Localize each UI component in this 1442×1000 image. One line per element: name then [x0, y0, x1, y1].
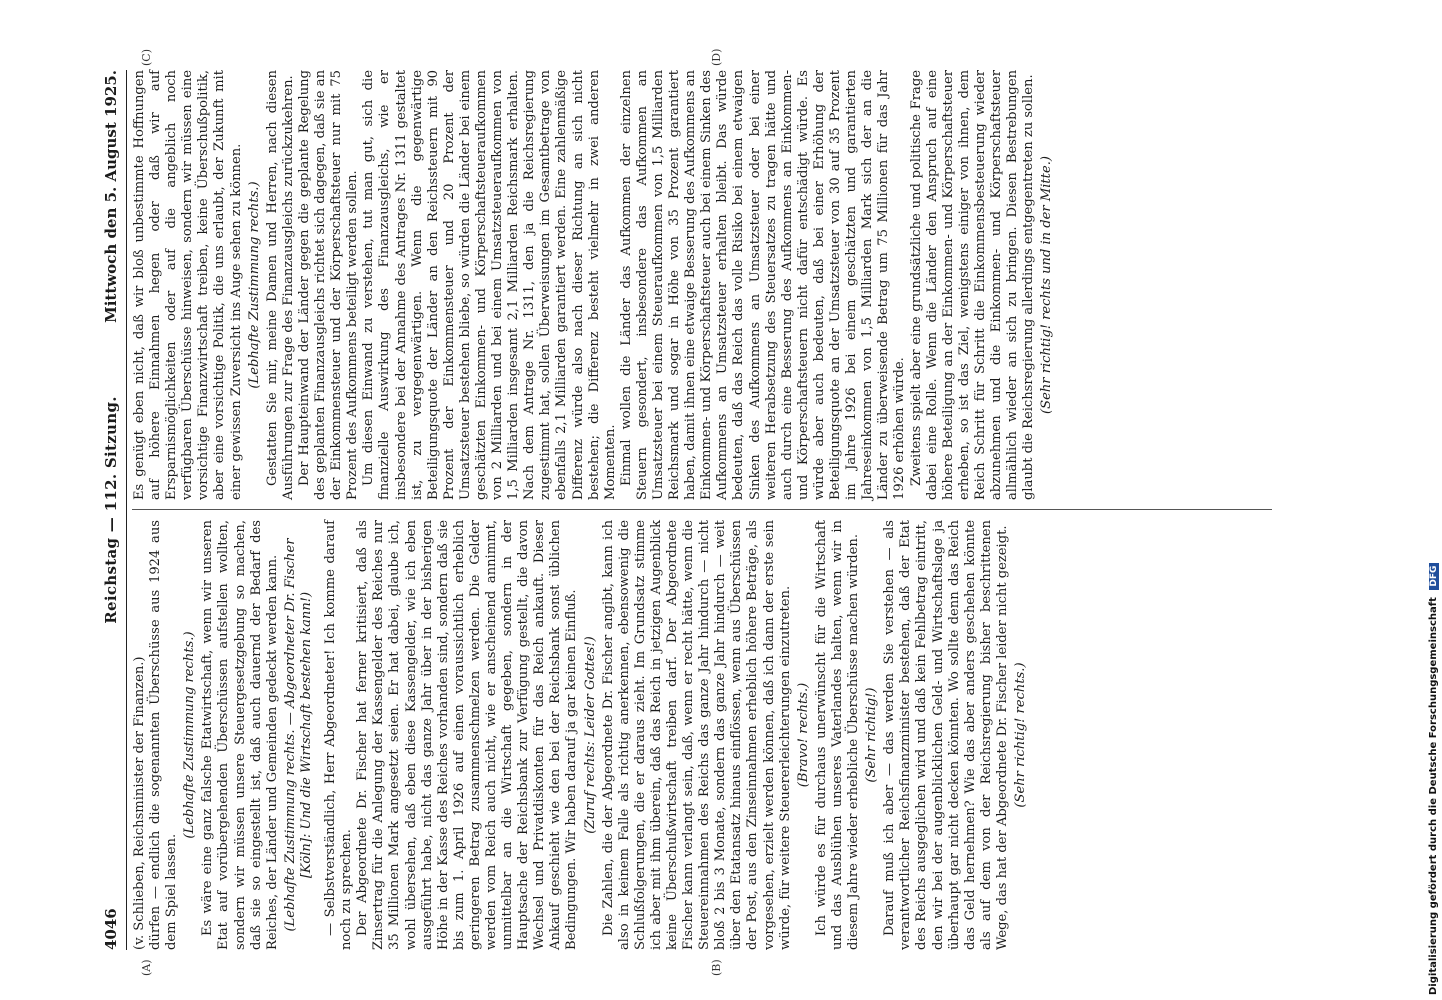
page-number: 4046: [102, 908, 120, 950]
paragraph: Der Abgeordnete Dr. Fischer hat ferner kritisiert, daß als Zinsertrag für die Anlegung der Kassengelder des Reiches nur 35 Millionen Mark angesetzt seien. Er hat dabei, glaube ich, wohl übersehen, daß eben diese Kassengelder, wie ich eben ausgeführt habe, nicht das ganze Jahr über in der bisherigen Höhe in der Kasse des Reiches vorhanden sind, sondern daß sie bis zum 1. April 1926 auf einen voraussichtlich erheblich geringeren Betrag zusammenschmelzen werden. Die Gelder werden vom Reich auch nicht, wie er anscheinend annimmt, unmittelbar an die Wirtschaft gegeben, sondern in der Hauptsache der Reichsbank zur Verfügung gestellt, die davon Wechsel und Privatdiskonten für das Reich ankauft. Dieser Ankauf geschieht wie den bei der Reichsbank sonst üblichen Bedingungen. Wir haben darauf ja gar keinen Einfluß.: [355, 520, 580, 950]
rotated-page: [100, 48, 1330, 976]
digitization-credit: [1428, 5, 1442, 995]
paragraph: Es genügt eben nicht, daß wir bloß unbestimmte Hoffnungen auf höhere Einnahmen hegen oder daß wir auf Ersparnismöglichkeiten oder auf die angeblich noch verfügbaren Überschüsse hinweisen, sondern wir müssen eine vorsichtige Finanzwirtschaft treiben, keine Überschußpolitik, aber eine vorsichtige Politik, die uns erlaubt, der Zukunft mit einer gewissen Zuversicht ins Auge sehen zu können.: [132, 70, 244, 500]
page-header: [100, 70, 127, 950]
paragraph: Gestatten Sie mir, meine Damen und Herren, nach diesen Ausführungen zur Frage des Finanzausgleichs zurückzukehren.: [264, 70, 296, 500]
column-divider: [132, 509, 1272, 510]
interjection: (Sehr richtig!): [864, 687, 880, 783]
interjection: (Lebhafte Zustimmung rechts.): [246, 181, 262, 389]
paragraph: Einmal wollen die Länder das Aufkommen der einzelnen Steuern gesondert, insbesondere das Aufkommen an Umsatzsteuer bei einem Steueraufkommen von 1,5 Milliarden Reichsmark und sogar in Höhe von 35 Prozent garantiert haben, damit ihnen eine etwaige Besserung des Aufkommens an Einkommen- und Körperschaftsteuer auch bei einem Sinken des Aufkommens an Umsatzsteuer erhalten bleibt. Das würde bedeuten, daß das Reich das volle Risiko bei einem etwaigen Sinken des Aufkommens an Umsatzsteuer oder bei einer weiteren Herabsetzung des Steuersatzes zu tragen hätte und auch durch eine Besserung des Aufkommens an Einkommen- und Körperschaftsteuern nicht dafür entschädigt würde. Es würde aber auch bedeuten, daß bei einer Erhöhung der Beteiligungsquote an der Umsatzsteuer von 30 auf 35 Prozent im Jahre 1926 bei einem geschätzten und garantierten Jahreseinkommen von 1,5 Milliarden Mark sich der an die Länder zu überweisende Betrag um 75 Millionen für das Jahr 1926 erhöhen würde.: [618, 70, 908, 500]
speaker-line: (v. Schlieben, Reichsminister der Finanzen.): [132, 656, 147, 950]
interjection: (Bravo! rechts.): [795, 682, 811, 788]
margin-mark-b: (B): [710, 959, 723, 976]
interjection: (Lebhafte Zustimmung rechts. — Abgeordneter Dr. Fischer [Köln]: Und die Wirtschaft bestehen kann!): [282, 538, 314, 932]
session-date: Mittwoch den 5. August 1925.: [102, 70, 120, 323]
margin-mark-a: (A): [140, 959, 153, 976]
right-column: [132, 70, 1057, 500]
margin-mark-c: (C): [140, 49, 153, 66]
credit-text: Digitalisierung gefördert durch die Deutsche Forschungsgemeinschaft: [1428, 597, 1439, 995]
paragraph: Ich würde es für durchaus unerwünscht für die Wirtschaft und das Ausblühen unseres Vaterlandes halten, wenn wir in diesem Jahre wieder erhebliche Überschüsse machen würden.: [813, 520, 862, 950]
left-column: [132, 520, 1031, 950]
paragraph: Zweitens spielt aber eine grundsätzliche und politische Frage dabei eine Rolle. Wenn die Länder den Anspruch auf eine höhere Beteiligung an der Einkommen- und Körperschaftsteuer erheben, so ist das Ziel, wenigstens einiger von ihnen, dem Reich Schritt für Schritt die Einkommensbesteuerung wieder abzunehmen und die Einkommen- und Körperschaftsteuer allmählich wieder an sich zu bringen. Diesen Bestrebungen glaubt die Reichsregierung allerdings entgegentreten zu sollen.: [908, 70, 1037, 500]
interjection: (Sehr richtig! rechts und in der Mitte.): [1039, 156, 1055, 414]
interjection: (Lebhafte Zustimmung rechts.): [182, 631, 198, 839]
dfg-logo: DFG: [1429, 563, 1439, 590]
paragraph: Der Haupteinwand der Länder gegen die geplante Regelung des geplanten Finanzausgleichs richtet sich dagegen, daß sie an der Einkommensteuer und der Körperschaftsteuer nur mit 75 Prozent des Aufkommens beteiligt werden sollen.: [296, 70, 361, 500]
paragraph: Die Zahlen, die der Abgeordnete Dr. Fischer angibt, kann ich also in keinem Falle als richtig anerkennen, ebensowenig die Schlußfolgerungen, die er daraus zieht. Im Grundsatz stimme ich aber mit ihm überein, daß das Reich in jetzigen Augenblick keine Überschußwirtschaft treiben darf. Der Abgeordnete Fischer kann verlangt sein, daß, wenn er recht hätte, wenn die Steuereinnahmen des Reichs das ganze Jahr hindurch — nicht bloß 2 bis 3 Monate, sondern das ganze Jahr hindurch — weit über den Etatansatz hinaus einflössen, wenn aus Überschüssen der Post, aus den Zinseinnahmen erheblich höhere Beträge, als vorgesehen, erzielt werden können, daß ich dann der erste sein würde, für weitere Steuererleichterungen einzutreten.: [600, 520, 793, 950]
margin-mark-d: (D): [710, 48, 723, 66]
paragraph: — Selbstverständlich, Herr Abgeordneter! Ich komme darauf noch zu sprechen.: [323, 520, 355, 950]
paragraph: Darauf muß ich aber — das werden Sie verstehen — als verantwortlicher Reichsfinanzminister bestehen, daß der Etat des Reichs ausgeglichen wird und daß kein Fehlbetrag eintritt, den wir bei der augenblicklichen Geld- und Wirtschaftslage ja überhaupt gar nicht decken könnten. Wo sollte denn das Reich das Geld hernehmen? Wie das aber anders geschehen könnte als auf dem von der Reichsregierung bisher beschrittenen Wege, das hat der Abgeordnete Dr. Fischer leider nicht gezeigt.: [882, 520, 1010, 950]
interjection: (Zuruf rechts: Leider Gottes!): [582, 636, 598, 834]
paragraph: dürfen — endlich die sogenannten Überschüsse aus 1924 aus dem Spiel lassen.: [148, 520, 180, 950]
paragraph: Um diesen Einwand zu verstehen, tut man gut, sich die finanzielle Auswirkung des Finanzausgleichs, wie er insbesondere bei der Annahme des Antrages Nr. 1311 gestaltet ist, zu vergegenwärtigen. Wenn die gegenwärtige Beteiligungsquote der Länder an den Reichssteuern mit 90 Prozent der Einkommensteuer und 20 Prozent der Umsatzsteuer bestehen bliebe, so würden die Länder bei einem geschätzten Einkommen- und Körperschaftsteueraufkommen von 2 Milliarden und bei einem Umsatzsteueraufkommen von 1,5 Milliarden insgesamt 2,1 Milliarden Reichsmark erhalten. Nach dem Antrage Nr. 1311, den ja die Reichsregierung zugestimmt hat, sollen Überweisungen im Gesamtbetrage von ebenfalls 2,1 Milliarden garantiert werden. Eine zahlenmäßige Differenz würde also nach dieser Richtung an sich nicht bestehen; die Differenz besteht vielmehr in zwei anderen Momenten.: [361, 70, 618, 500]
interjection: (Sehr richtig! rechts.): [1012, 662, 1028, 808]
session-title: Reichstag — 112. Sitzung.: [102, 396, 120, 624]
paragraph: Es wäre eine ganz falsche Etatwirtschaft, wenn wir unseren Etat auf vorübergehenden Überschüssen aufstellen wollten, sondern wir müssen unsere Steuergesetzgebung so machen, daß sie so eingestellt ist, daß auch dauernd der Bedarf des Reiches, der Länder und Gemeinden gedeckt werden kann.: [200, 520, 280, 950]
